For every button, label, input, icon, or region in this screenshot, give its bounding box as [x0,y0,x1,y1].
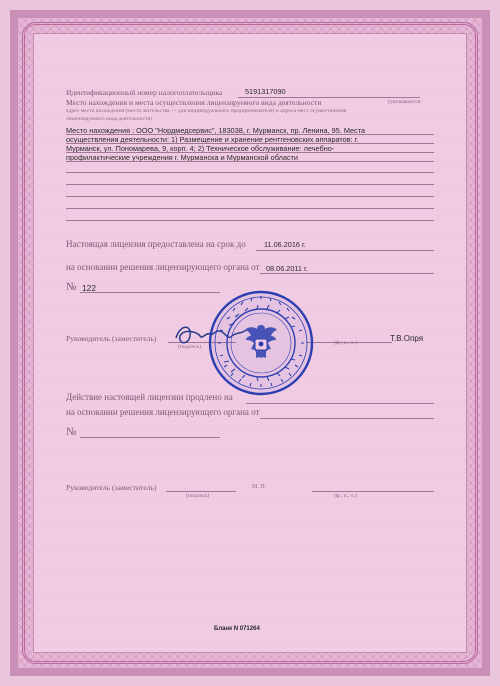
place-hint-3: лицензируемого вида деятельности) [66,116,153,122]
address-rule [66,172,434,173]
term-underline [256,250,434,251]
address-line-1: Место нахождения : ООО "Нордмедсервис", 183038, г. Мурманск, пр. Ленина, 95. Места [66,126,366,135]
term-label: Настоящая лицензия предоставлена на срок до [66,239,246,249]
blank-number: Бланк N 071264 [214,626,260,632]
address-rule [66,196,434,197]
address-rule [66,152,434,153]
extend-label: Действие настоящей лицензии продлено на [66,392,233,402]
place-hint-2: адрес места нахождения (места жительства — для индивидуального предпринимателя) и адреса мест осуществления [66,108,347,114]
head-sign-line-2 [166,491,236,492]
tin-label: Идентификационный номер налогоплательщика [66,88,223,97]
head-name: Т.В.Опря [390,334,424,343]
place-heading: Место нахождения и места осуществления лицензируемого вида деятельности [66,98,322,107]
signature-label-2: (подпись) [186,493,210,499]
address-rule [66,134,434,135]
head-label: Руководитель (заместитель) [66,334,157,343]
initials-label-2: (ф., и., о.) [334,493,357,499]
official-seal-image [207,289,315,397]
address-line-3: Мурманск, ул. Пономарева, 9, корп. 4; 2) Техническое обслуживание: лечебно- [66,144,335,153]
number-value: 122 [82,283,96,293]
mp-label: М. П. [252,484,267,490]
address-rule [66,208,434,209]
basis-label: на основании решения лицензирующего органа от [66,262,260,272]
basis-label-2: на основании решения лицензирующего органа от [66,407,260,417]
signature-label: (подпись) [178,344,202,350]
number-label-2: № [66,426,77,438]
address-line-4: профилактические учреждения г. Мурманска и Мурманской области [66,153,298,162]
number-label: № [66,281,77,293]
name-line-2 [312,491,434,492]
basis-value: 08.06.2011 г. [266,264,308,273]
address-rule [66,143,434,144]
initials-label: (ф., и., о.) [334,340,357,346]
basis-underline-2 [260,418,434,419]
term-value: 11.06.2016 г. [264,240,306,249]
extend-underline [246,403,434,404]
address-rule [66,184,434,185]
head-label-2: Руководитель (заместитель) [66,483,157,492]
place-hint-1: (указываются [388,99,421,105]
tin-value: 5191317090 [245,87,286,96]
address-rule [66,220,434,221]
number-underline [80,292,220,293]
address-line-2: осуществления деятельности: 1) Размещение и хранение рентгеновских аппаратов: г. [66,135,359,144]
address-rule [66,161,434,162]
number-underline-2 [80,437,220,438]
